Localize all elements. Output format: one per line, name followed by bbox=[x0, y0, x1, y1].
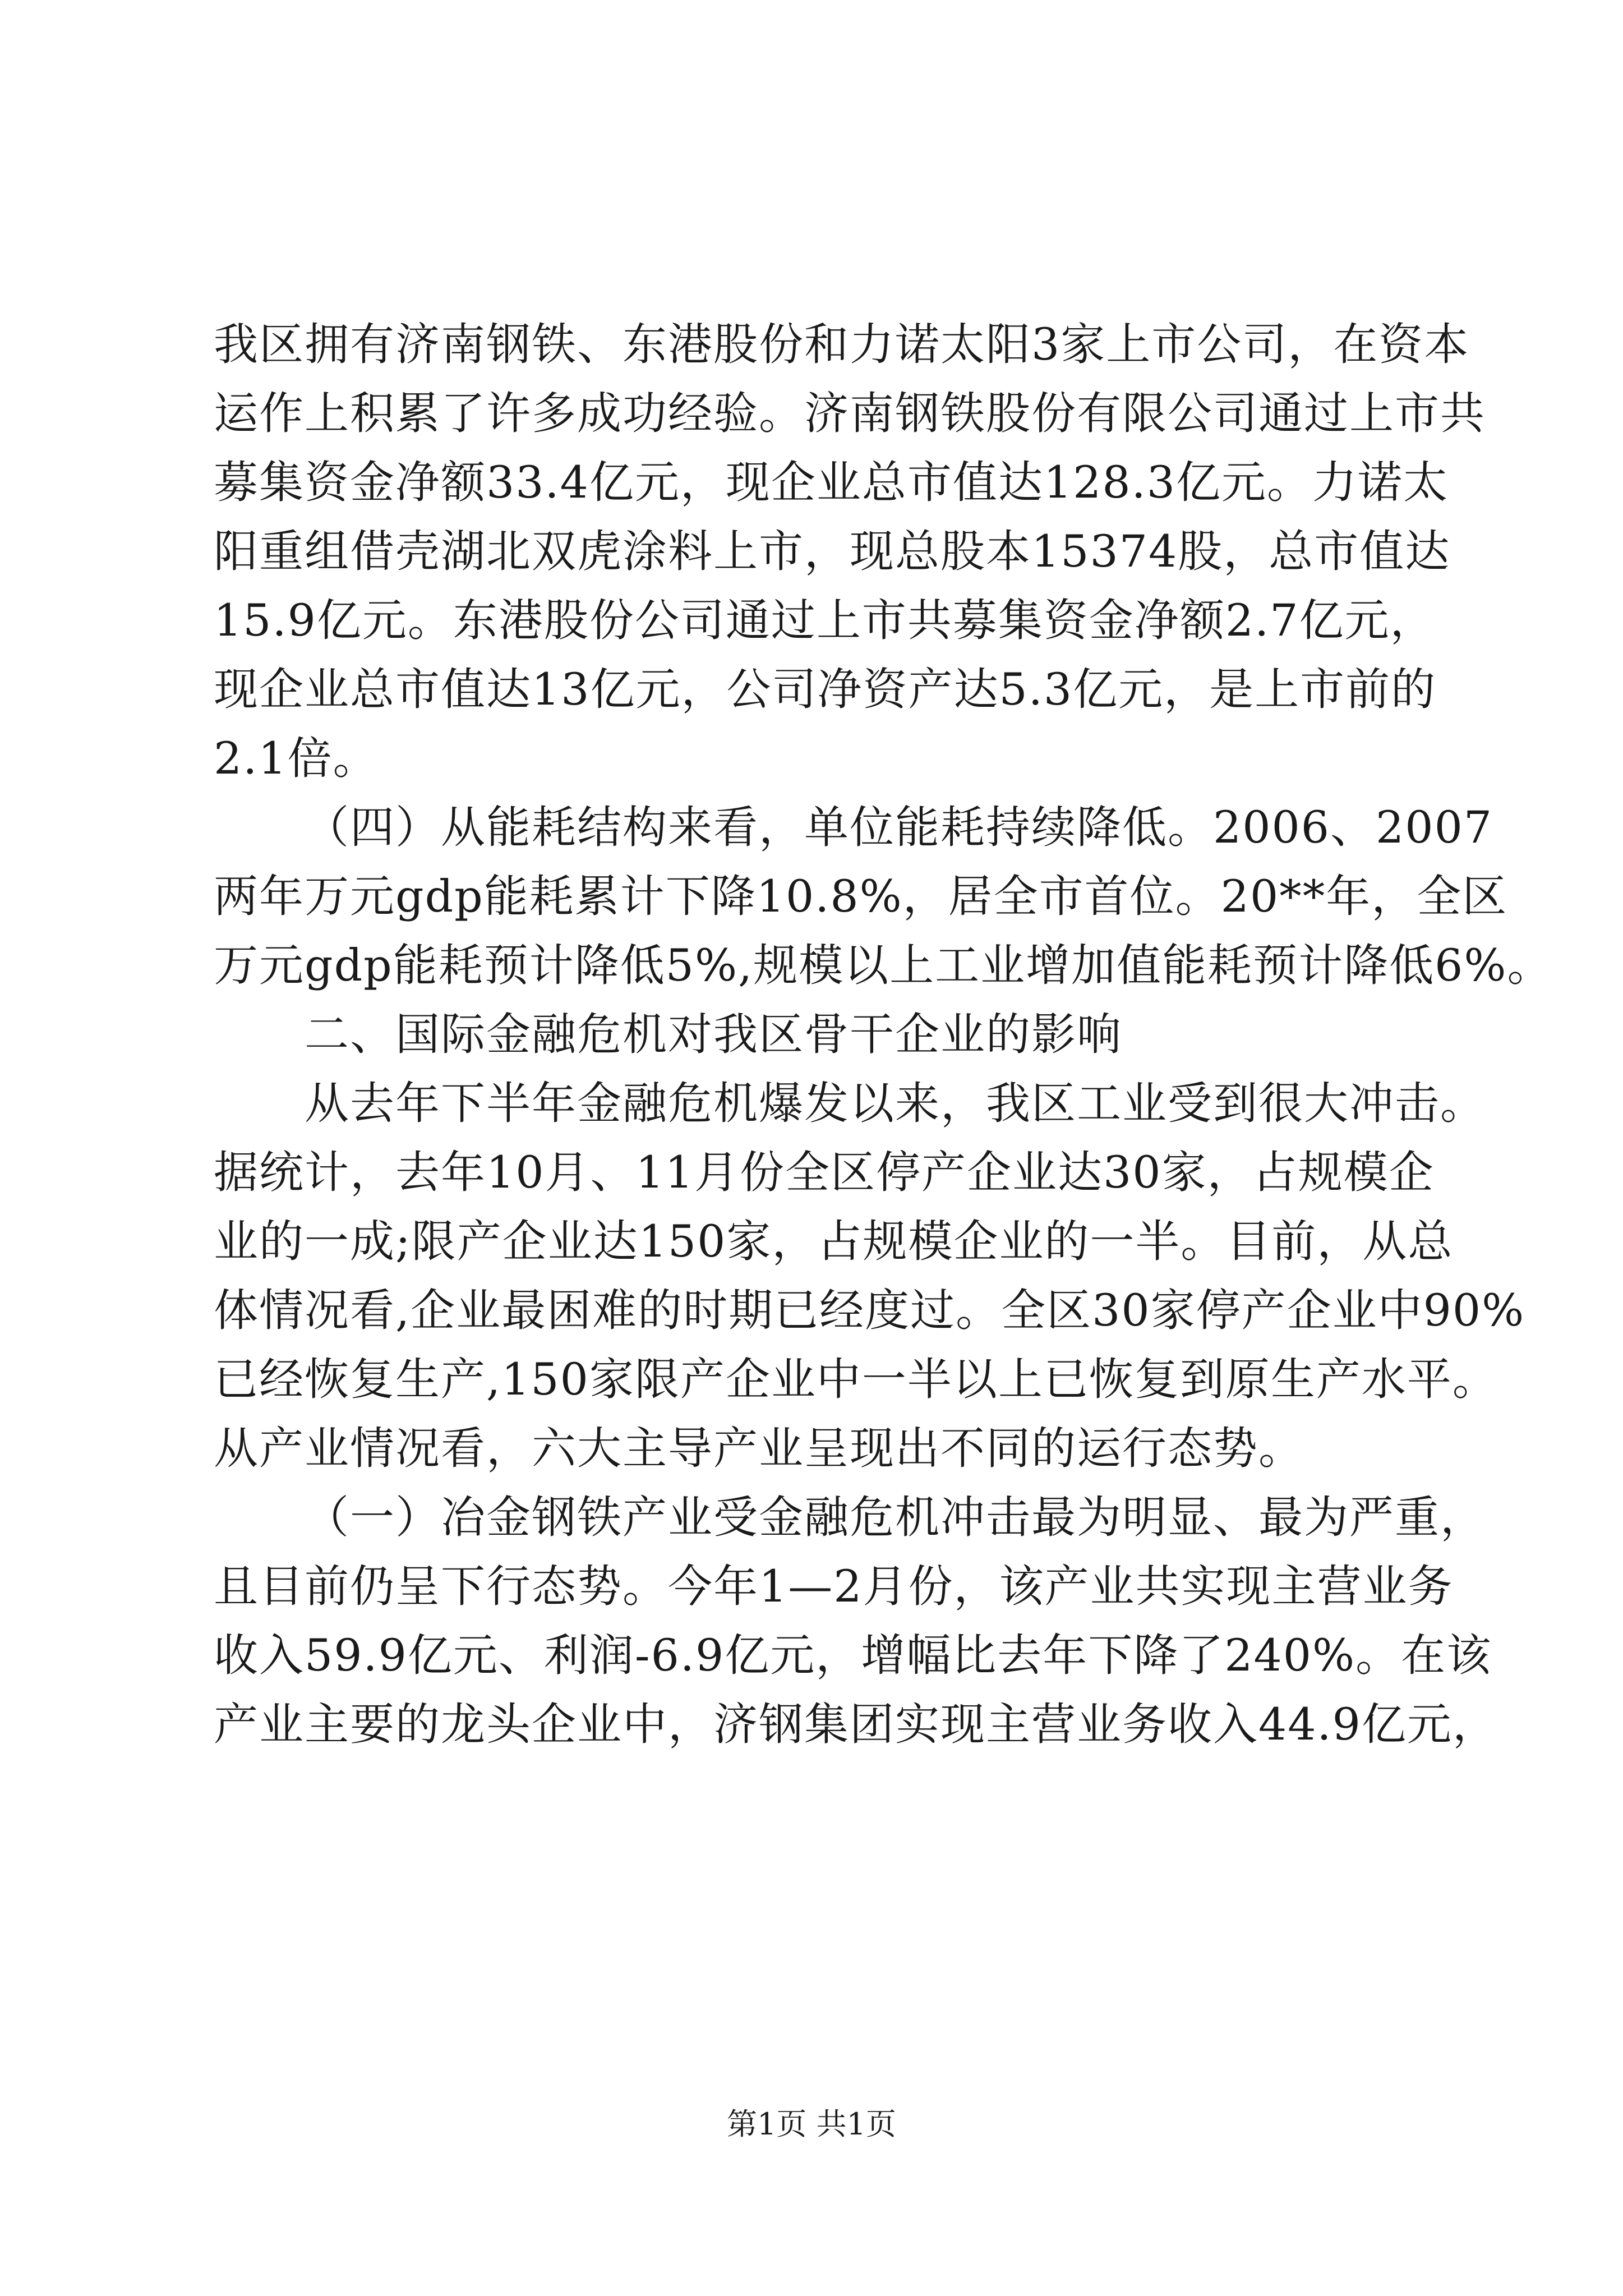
text-line: 收入59.9亿元、利润-6.9亿元，增幅比去年下降了240%。在该 bbox=[214, 1630, 1492, 1681]
text-line: 15.9亿元。东港股份公司通过上市共募集资金净额2.7亿元， bbox=[214, 595, 1436, 646]
text-line: 阳重组借壳湖北双虎涂料上市，现总股本15374股，总市值达 bbox=[214, 526, 1451, 577]
text-line: 已经恢复生产,150家限产企业中一半以上已恢复到原生产水平。 bbox=[214, 1354, 1498, 1405]
text-line: 运作上积累了许多成功经验。济南钢铁股份有限公司通过上市共 bbox=[214, 388, 1486, 439]
text-line: 2.1倍。 bbox=[214, 733, 379, 784]
text-line: 万元gdp能耗预计降低5%,规模以上工业增加值能耗预计降低6%。 bbox=[214, 940, 1553, 991]
section-heading: 二、国际金融危机对我区骨干企业的影响 bbox=[305, 1009, 1122, 1060]
text-line: 两年万元gdp能耗累计下降10.8%，居全市首位。20**年，全区 bbox=[214, 871, 1508, 922]
text-line: 业的一成;限产企业达150家，占规模企业的一半。目前，从总 bbox=[214, 1216, 1454, 1267]
text-line: 我区拥有济南钢铁、东港股份和力诺太阳3家上市公司，在资本 bbox=[214, 319, 1470, 370]
page-footer: 第1页 共1页 bbox=[727, 2106, 896, 2142]
text-line: 从产业情况看，六大主导产业呈现出不同的运行态势。 bbox=[214, 1423, 1304, 1474]
text-line: 据统计，去年10月、11月份全区停产企业达30家，占规模企 bbox=[214, 1147, 1435, 1198]
text-line: 从去年下半年金融危机爆发以来，我区工业受到很大冲击。 bbox=[305, 1078, 1486, 1129]
text-line: （一）冶金钢铁产业受金融危机冲击最为明显、最为严重， bbox=[305, 1492, 1486, 1543]
text-line: 产业主要的龙头企业中，济钢集团实现主营业务收入44.9亿元， bbox=[214, 1699, 1498, 1750]
text-line: 现企业总市值达13亿元，公司净资产达5.3亿元，是上市前的 bbox=[214, 664, 1437, 715]
text-line: 募集资金净额33.4亿元，现企业总市值达128.3亿元。力诺太 bbox=[214, 457, 1449, 508]
text-line: 体情况看,企业最困难的时期已经度过。全区30家停产企业中90% bbox=[214, 1285, 1525, 1336]
text-line: 且目前仍呈下行态势。今年1—2月份，该产业共实现主营业务 bbox=[214, 1561, 1454, 1612]
text-line: （四）从能耗结构来看，单位能耗持续降低。2006、2007 bbox=[305, 802, 1493, 853]
